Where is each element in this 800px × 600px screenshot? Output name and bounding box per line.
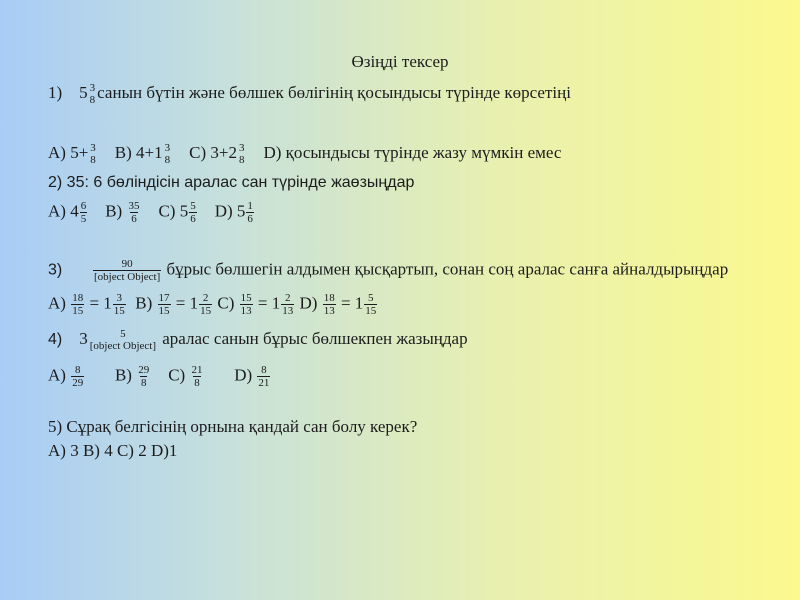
question-4 — [48, 328, 468, 352]
question-3 — [48, 258, 728, 283]
question-3-number: 3) — [48, 261, 63, 279]
q1-fraction: 3 8 — [89, 82, 96, 106]
q2-option-a[interactable]: A) 4 $\frac{6}{5}$ — [48, 200, 87, 225]
q3-option-d[interactable]: D) $\frac{18}{13}$ = 1 $\frac{5}{15}$ — [299, 292, 377, 317]
q4-option-a[interactable]: A) $\frac{8}{29}$ — [48, 364, 84, 389]
q1-option-d[interactable]: D) қосындысы түрінде жазу мүмкін емес — [263, 142, 562, 162]
question-2-options — [48, 200, 255, 225]
q3-option-c[interactable]: C) $\frac{15}{13}$ = 1 $\frac{2}{13}$ — [217, 292, 294, 317]
q3-option-b[interactable]: B) $\frac{17}{15}$ = 1 $\frac{2}{15}$ — [135, 292, 212, 317]
q1-whole: 5 — [79, 82, 88, 102]
question-3-options — [48, 292, 378, 317]
question-4-number: 4) — [48, 330, 63, 348]
question-5-text: 5) Сұрақ белгісінің орнына қандай сан болу керек? — [48, 417, 418, 436]
question-1-text: санын бүтін және бөлшек бөлігінің қосындысы түрінде көрсетіңі — [97, 82, 571, 102]
q1-option-c[interactable]: C) 3+2 3 8 — [189, 142, 245, 166]
question-5-answers[interactable]: A) 3 B) 4 C) 2 D)1 — [48, 441, 178, 460]
question-1-number: 1) — [48, 82, 63, 102]
q3-fraction: 90 [object Object] — [93, 258, 161, 283]
q1-option-b[interactable]: B) 4+1 3 8 — [114, 142, 171, 166]
q2-option-c[interactable]: C) 5 $\frac{5}{6}$ — [158, 200, 196, 225]
q4-option-c[interactable]: C) $\frac{21}{8}$ — [168, 364, 203, 389]
q4-option-d[interactable]: D) $\frac{8}{21}$ — [234, 364, 270, 389]
question-4-text: аралас санын бұрыс бөлшекпен жазыңдар — [162, 328, 468, 348]
q3-option-a[interactable]: A) $\frac{18}{15}$ = 1 $\frac{3}{15}$ — [48, 292, 125, 317]
question-2-text: 2) 35: 6 бөліндісін аралас сан түрінде жаөзыңдар — [48, 174, 415, 191]
q2-option-b[interactable]: B) $\frac{35}{6}$ — [105, 200, 140, 225]
question-1-options — [48, 142, 561, 166]
q4-option-b[interactable]: B) $\frac{29}{8}$ — [114, 364, 150, 389]
q4-whole: 3 — [79, 328, 88, 348]
question-1 — [48, 82, 571, 106]
question-3-text: бұрыс бөлшегін алдымен қысқартып, сонан соң аралас санға айналдырыңдар — [166, 259, 729, 279]
page-title: Өзіңді тексер — [351, 52, 449, 71]
question-4-options — [48, 364, 271, 389]
q1-option-a[interactable]: A) 5+ 3 8 — [48, 142, 96, 166]
q2-option-d[interactable]: D) 5 $\frac{1}{6}$ — [214, 200, 253, 225]
q4-fraction: 5 [object Object] — [89, 328, 157, 352]
